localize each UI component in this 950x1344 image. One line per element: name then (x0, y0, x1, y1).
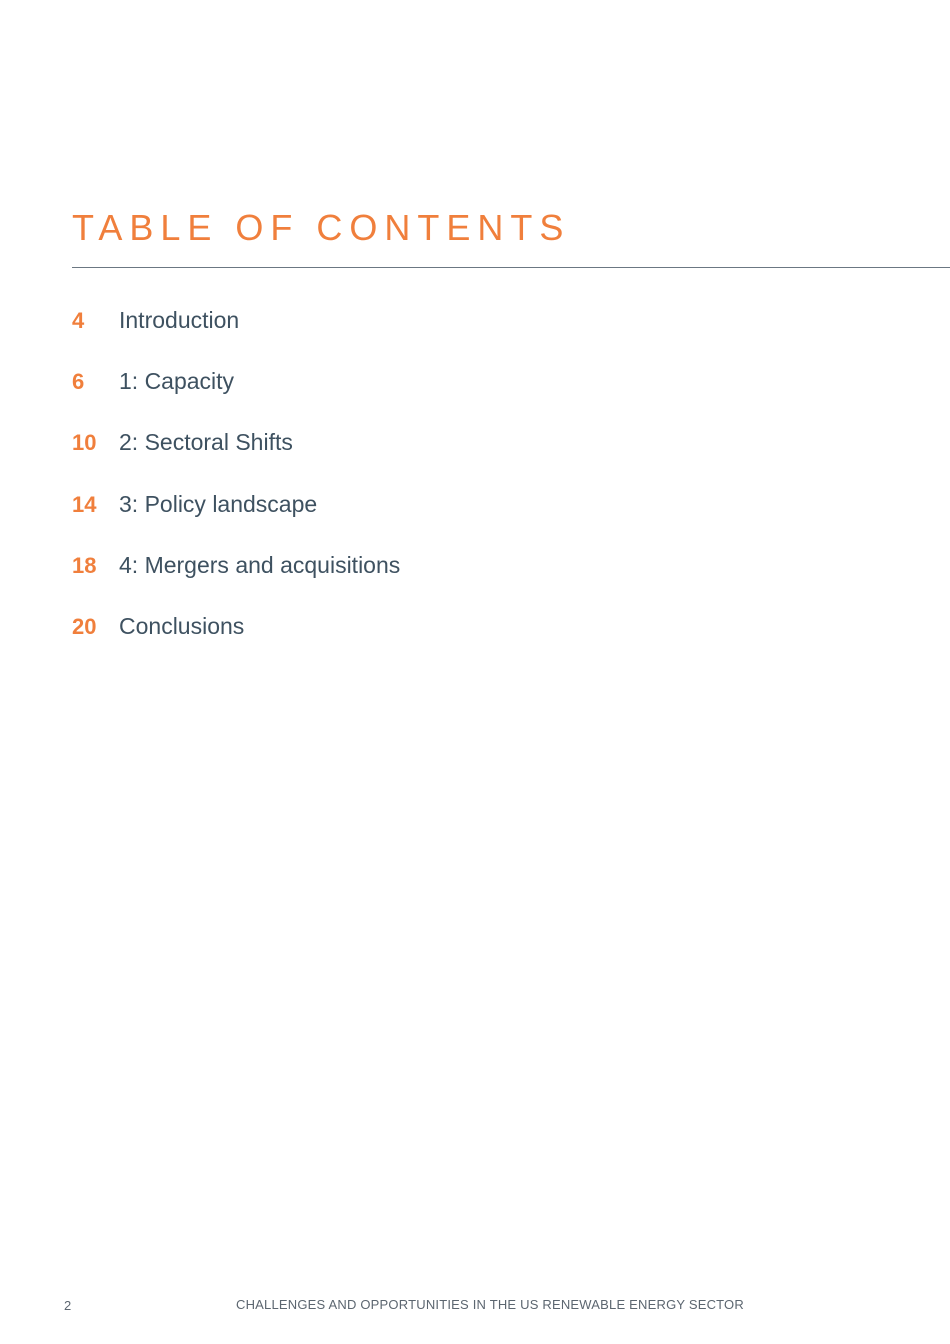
toc-entry-label: 1: Capacity (119, 368, 235, 395)
toc-entry-label: Introduction (119, 307, 240, 333)
toc-entry-label: 3: Policy landscape (119, 490, 318, 517)
toc-entry-introduction[interactable] (72, 307, 400, 368)
toc-page-number: 10 (72, 430, 97, 456)
footer-running-title: CHALLENGES AND OPPORTUNITIES IN THE US RENEWABLE ENERGY SECTOR (236, 1297, 744, 1312)
toc-page-number: 14 (72, 491, 97, 517)
toc-entry-label: 4: Mergers and acquisitions (119, 551, 401, 578)
toc-entry-mergers-acquisitions[interactable] (72, 552, 400, 613)
toc-entry-sectoral-shifts[interactable] (72, 429, 400, 490)
toc-entry-conclusions[interactable] (72, 613, 400, 674)
toc-page-number: 6 (72, 369, 85, 395)
toc-entry-policy-landscape[interactable] (72, 491, 400, 552)
toc-page-number: 4 (72, 308, 85, 333)
heading-divider (72, 267, 950, 268)
toc-page-number: 20 (72, 613, 97, 639)
toc-list (72, 307, 400, 674)
toc-entry-capacity[interactable] (72, 368, 400, 429)
toc-entry-label: 2: Sectoral Shifts (119, 429, 293, 456)
toc-page-number: 18 (72, 552, 97, 578)
toc-heading: TABLE OF CONTENTS (72, 207, 571, 248)
toc-entry-label: Conclusions (119, 612, 245, 639)
footer-page-number: 2 (64, 1298, 72, 1313)
